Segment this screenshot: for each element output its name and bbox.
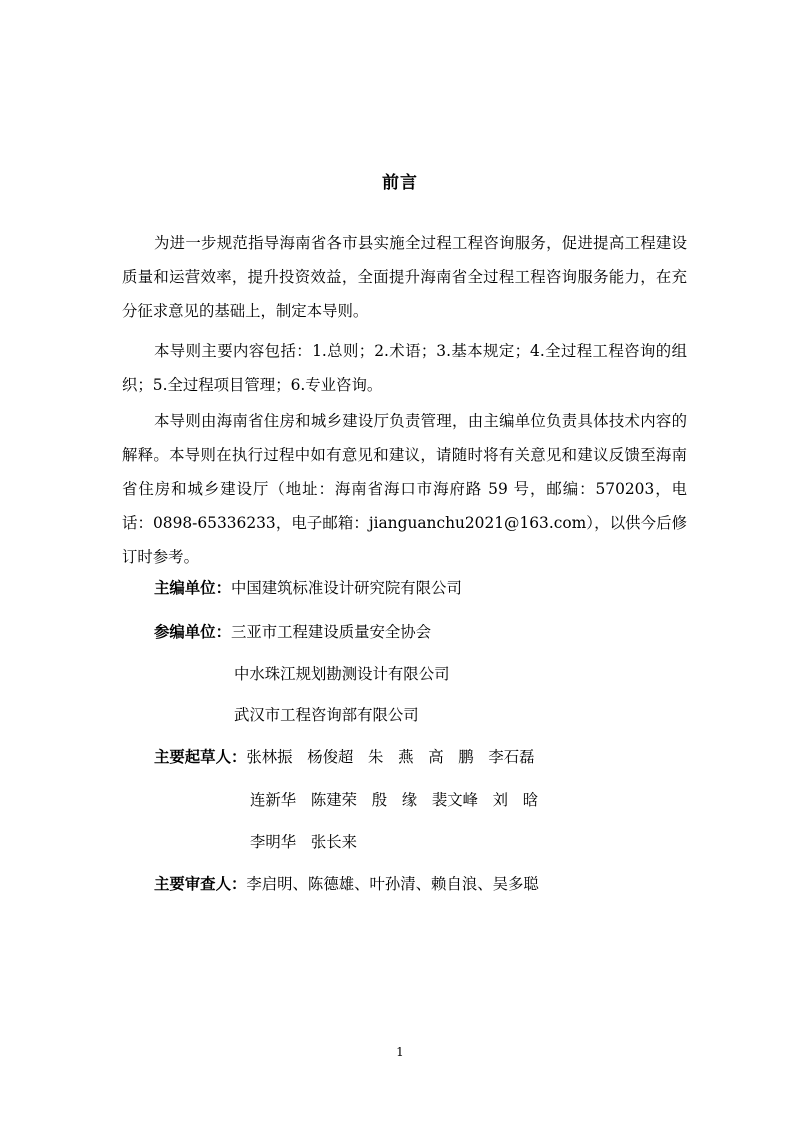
- participating-value: 三亚市工程建设质量安全协会: [230, 623, 432, 641]
- page-title: 前言: [382, 173, 418, 193]
- drafters-names: 李明华 张长来: [250, 833, 358, 851]
- participating-value: 中水珠江规划勘测设计有限公司: [234, 665, 450, 683]
- participating-row: [154, 622, 431, 642]
- reviewers-names: 李启明、陈德雄、叶孙清、赖自浪、吴多聪: [246, 875, 539, 893]
- drafters-row-2: [250, 790, 538, 810]
- drafters-names: 张林振 杨俊超 朱 燕 高 鹏 李石磊: [246, 748, 535, 766]
- drafters-row: [154, 747, 535, 767]
- participating-row-3: [234, 705, 419, 725]
- drafters-label: 主要起草人：: [154, 748, 247, 766]
- participating-label: 参编单位：: [154, 623, 231, 641]
- drafters-row-3: [250, 832, 357, 852]
- participating-row-2: [234, 664, 449, 684]
- participating-value: 武汉市工程咨询部有限公司: [234, 706, 419, 724]
- chief-editor-row: [154, 578, 462, 598]
- chief-editor-label: 主编单位：: [154, 579, 231, 597]
- drafters-names: 连新华 陈建荣 殷 缘 裴文峰 刘 晗: [250, 791, 539, 809]
- paragraph-contents: 本导则主要内容包括：1.总则；2.术语；3.基本规定；4.全过程工程咨询的组织；5.全过程项目管理；6.专业咨询。: [122, 342, 687, 394]
- page-number: 1: [396, 1045, 404, 1059]
- reviewers-label: 主要审查人：: [154, 875, 247, 893]
- reviewers-row: [154, 874, 539, 894]
- paragraph-purpose: 为进一步规范指导海南省各市县实施全过程工程咨询服务，促进提高工程建设质量和运营效率，提升投资效益，全面提升海南省全过程工程咨询服务能力，在充分征求意见的基础上，制定本导则。: [122, 234, 687, 320]
- chief-editor-value: 中国建筑标准设计研究院有限公司: [230, 579, 462, 597]
- paragraph-management: 本导则由海南省住房和城乡建设厅负责管理，由主编单位负责具体技术内容的解释。本导则在执行过程中如有意见和建议，请随时将有关意见和建议反馈至海南省住房和城乡建设厅（地址：海南省海口市海府路 59 号，邮编：570203，电话：0898-65336233，电子邮箱：jianguanchu2021@163.com），以供今后修订时参考。: [122, 412, 687, 566]
